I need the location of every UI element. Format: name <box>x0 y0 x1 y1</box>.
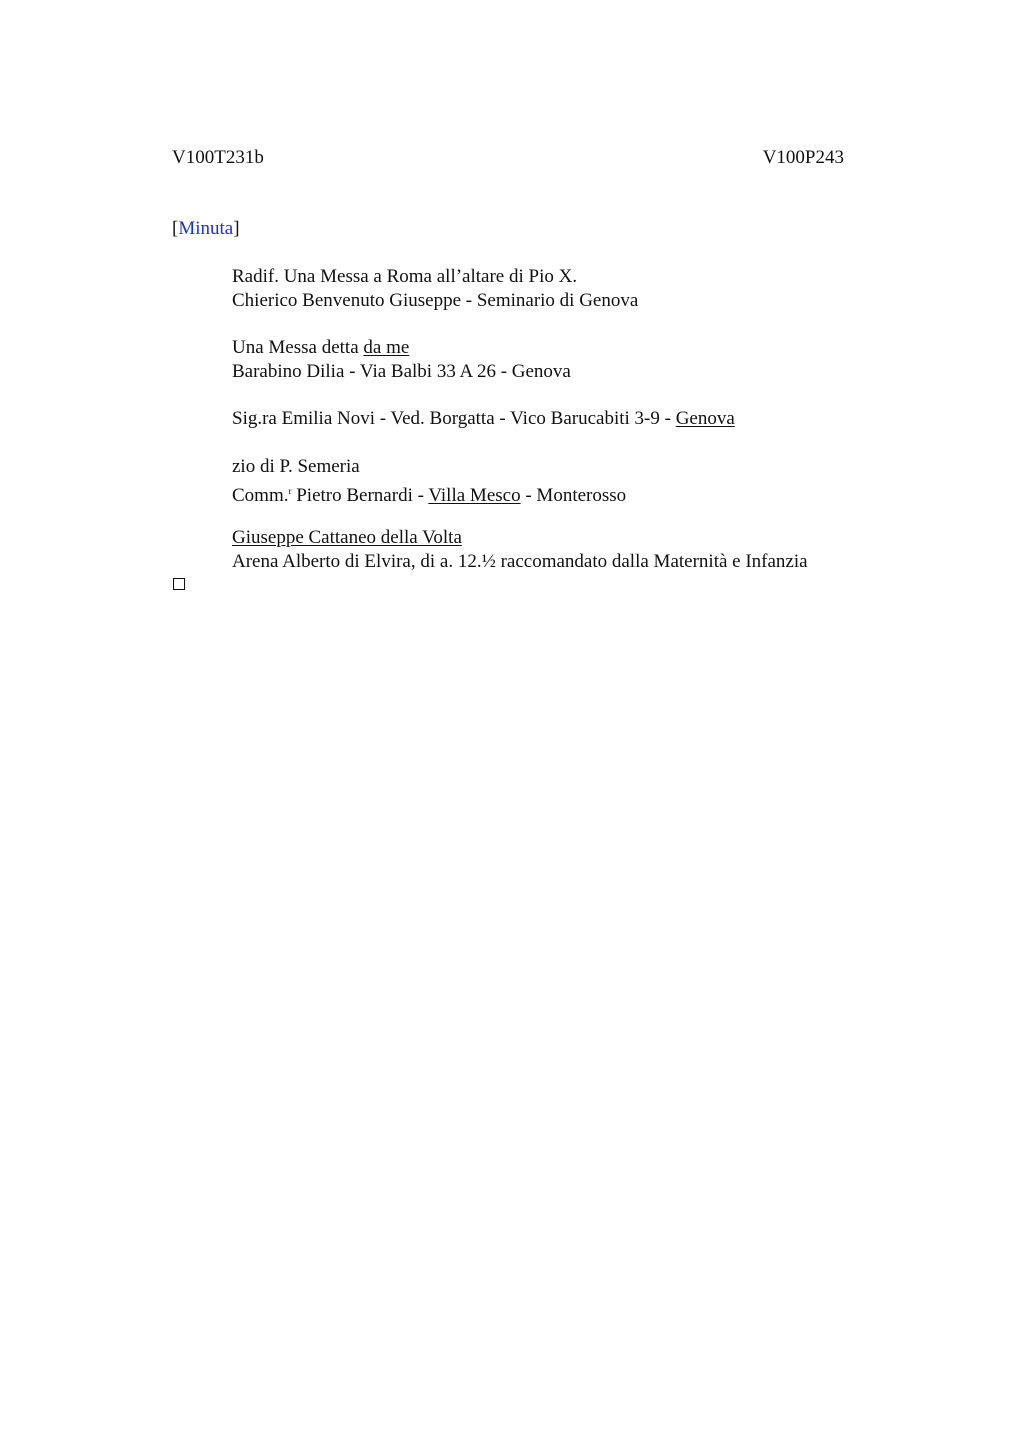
entry-5-line-2: Arena Alberto di Elvira, di a. 12.½ raccomandato dalla Maternità e Infanzia <box>232 551 808 572</box>
entry-4-underlined-text: Villa Mesco <box>428 485 521 506</box>
entry-2-line-2: Barabino Dilia - Via Balbi 33 A 26 - Genova <box>232 361 571 382</box>
entry-3-underlined-text: Genova <box>675 408 735 429</box>
section-label <box>172 217 240 241</box>
label-open-bracket: [ <box>172 218 179 239</box>
entry-2 <box>232 336 932 384</box>
label-close-bracket: ] <box>233 218 240 239</box>
entry-4-superscript: r <box>288 486 292 496</box>
entry-2-underlined-text: da me <box>363 337 410 358</box>
minuta-link[interactable]: Minuta <box>178 218 234 239</box>
entry-1 <box>232 265 932 313</box>
entry-2-line-1 <box>232 336 932 360</box>
entry-3-line-1 <box>232 407 932 431</box>
entry-1-line-1: Radif. Una Messa a Roma all’altare di Pio X. <box>232 266 578 287</box>
entry-2-line-1-text: Una Messa detta <box>232 337 364 358</box>
entry-5-underlined-line: Giuseppe Cattaneo della Volta <box>232 527 462 548</box>
empty-square-icon <box>173 578 185 590</box>
entry-4-name-text: Pietro Bernardi - <box>291 485 429 506</box>
entry-3 <box>232 407 932 431</box>
entry-3-line-1-text: Sig.ra Emilia Novi - Ved. Borgatta - Vico Barucabiti 3-9 - <box>232 408 676 429</box>
entry-4-line-2 <box>232 479 932 508</box>
entry-4-title-text: Comm. <box>232 485 289 506</box>
entry-5 <box>232 526 932 574</box>
document-code-left: V100T231b <box>172 147 264 168</box>
document-code-right: V100P243 <box>762 147 844 168</box>
entry-4-place-text: - Monterosso <box>520 485 627 506</box>
entry-4-line-1: zio di P. Semeria <box>232 456 360 477</box>
entry-1-line-2: Chierico Benvenuto Giuseppe - Seminario di Genova <box>232 290 639 311</box>
entry-4 <box>232 455 932 508</box>
